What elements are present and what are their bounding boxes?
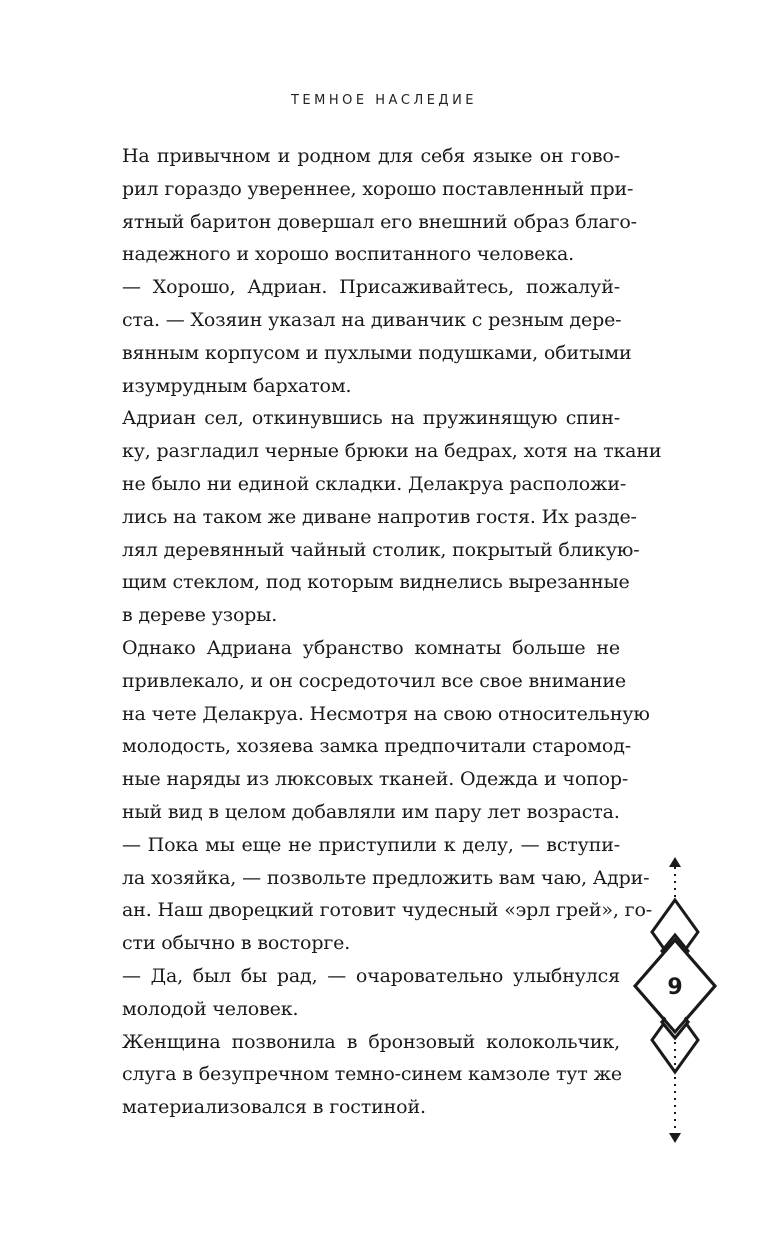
text-line: материализовался в гостиной. [122, 1096, 426, 1119]
arrow-up-icon [669, 857, 681, 867]
text-line: привлекало, и он сосредоточил все свое внимание [122, 669, 627, 692]
text-line: На привычном и родном для себя языке он гово- [122, 145, 620, 167]
arrow-down-icon [669, 1133, 681, 1143]
page-number-ornament [610, 855, 740, 1145]
text-line: надежного и хорошо воспитанного человека. [122, 243, 575, 266]
paragraph-1 [122, 140, 637, 271]
text-line: молодость, хозяева замка предпочитали старомод- [122, 735, 632, 758]
text-line: молодой человек. [122, 997, 299, 1020]
paragraph-6 [122, 960, 620, 1026]
text-line: ста. — Хозяин указал на диванчик с резным дере- [122, 308, 622, 331]
text-line: ла хозяйка, — позвольте предложить вам чаю, Адри- [122, 866, 650, 889]
text-line: ные наряды из люксовых тканей. Одежда и чопор- [122, 768, 629, 791]
text-line: лял деревянный чайный столик, покрытый бликую- [122, 538, 640, 561]
text-line: слуга в безупречном темно-синем камзоле тут же [122, 1063, 623, 1086]
text-line: щим стеклом, под которым виднелись вырезанные [122, 571, 630, 594]
text-line: вянным корпусом и пухлыми подушками, обитыми [122, 341, 632, 364]
text-line: лись на таком же диване напротив гостя. Их разде- [122, 505, 637, 528]
text-line: Женщина позвонила в бронзовый колокольчик, [122, 1030, 620, 1053]
text-line: не было ни единой складки. Делакруа расположи- [122, 472, 627, 495]
text-line: рил гораздо увереннее, хорошо поставленный при- [122, 177, 634, 200]
running-head: ТЕМНОЕ НАСЛЕДИЕ [290, 93, 478, 108]
paragraph-4 [122, 632, 650, 829]
text-line: — Пока мы еще не приступили к делу, — вступи- [122, 833, 620, 856]
paragraph-2 [122, 271, 632, 402]
page-number: 9 [667, 975, 683, 1000]
text-line: ан. Наш дворецкий готовит чудесный «эрл грей», го- [122, 899, 653, 922]
text-line: Однако Адриана убранство комнаты больше не [122, 636, 620, 659]
text-line: в дереве узоры. [122, 604, 278, 627]
body-text [122, 140, 662, 1124]
text-line: Адриан сел, откинувшись на пружинящую спин- [122, 407, 620, 430]
paragraph-7 [122, 1026, 623, 1124]
text-line: на чете Делакруа. Несмотря на свою относительную [122, 702, 650, 725]
text-line: сти обычно в восторге. [122, 932, 351, 955]
paragraph-3 [122, 402, 662, 632]
text-line: — Да, был бы рад, — очаровательно улыбнулся [122, 964, 620, 987]
text-line: изумрудным бархатом. [122, 374, 352, 397]
text-line: — Хорошо, Адриан. Присаживайтесь, пожалуй- [122, 276, 620, 299]
paragraph-5 [122, 829, 653, 960]
text-line: ку, разгладил черные брюки на бедрах, хотя на ткани [122, 440, 662, 463]
text-line: ятный баритон довершал его внешний образ благо- [122, 210, 637, 233]
text-line: ный вид в целом добавляли им пару лет возраста. [122, 800, 620, 823]
